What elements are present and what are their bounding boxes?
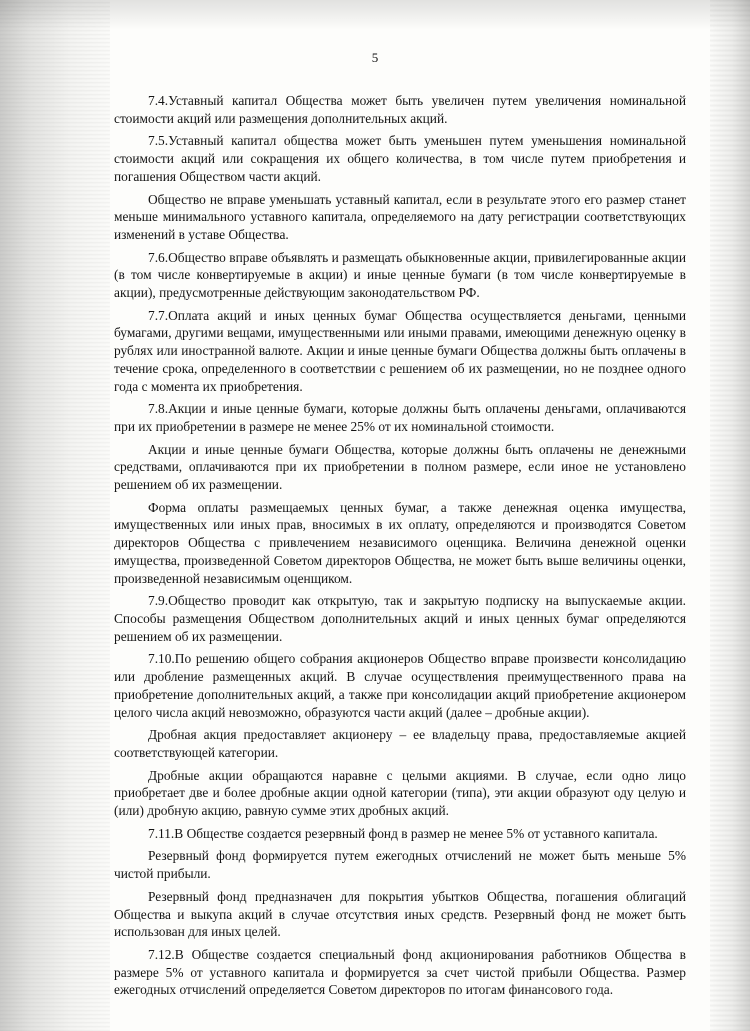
scan-edge-top (0, 0, 750, 30)
paragraph-capital-reduction-limit: Общество не вправе уменьшать уставный капитал, если в результате этого его размер станет меньше минимального уставного капитала, определяемого на дату регистрации соответствующих изменений в уставе Общества. (114, 191, 686, 242)
paragraph-payment-form: Форма оплаты размещаемых ценных бумаг, а также денежная оценка имущества, имущественных или иных прав, вносимых в их оплату, определяются и производятся Советом директоров Общества с привлечением независимого оценщика. Величина денежной оценки имущества, произведенной Советом директоров Общества, не может быть выше величины оценки, произведенной независимым оценщиком. (114, 499, 686, 586)
scan-edge-right (710, 0, 750, 1031)
paragraph-fractional-share-circulation: Дробные акции обращаются наравне с целыми акциями. В случае, если одно лицо приобретает две и более дробные акции одной категории (типа), эти акции образуют оду целую и (или) дробную акцию, равную сумме этих дробных акций. (114, 767, 686, 819)
paragraph-7-12: 7.12.В Обществе создается специальный фонд акционирования работников Общества в размере 5% от уставного капитала и формируется за счет чистой прибыли Общества. Размер ежегодных отчислений определяется Советом директоров по итогам финансового года. (114, 946, 686, 998)
paragraph-7-6: 7.6.Общество вправе объявлять и размещать обыкновенные акции, привилегированные акции (в том числе конвертируемые в акции) и иные ценные бумаги (в том числе конвертируемые в акции), предусмотренные действующим законодательством РФ. (114, 249, 686, 301)
document-body (114, 92, 686, 1004)
paragraph-reserve-fund-formation: Резервный фонд формируется путем ежегодных отчислений не может быть меньше 5% чистой прибыли. (114, 848, 686, 882)
paragraph-non-cash-payment: Акции и иные ценные бумаги Общества, которые должны быть оплачены не денежными средствами, оплачиваются при их приобретении в полном размере, если иное не установлено решением об их размещении. (114, 441, 686, 493)
paragraph-7-10: 7.10.По решению общего собрания акционеров Общество вправе произвести консолидацию или дробление размещенных акций. В случае осуществления преимущественного права на приобретение дополнительных акций, а также при консолидации акций приобретение акционером целого числа акций невозможно, образуются части акций (далее – дробные акции). (114, 651, 686, 720)
paragraph-7-8: 7.8.Акции и иные ценные бумаги, которые должны быть оплачены деньгами, оплачиваются при их приобретении в размере не менее 25% от их номинальной стоимости. (114, 401, 686, 434)
paragraph-reserve-fund-purpose: Резервный фонд предназначен для покрытия убытков Общества, погашения облигаций Общества и выкупа акций в случае отсутствия иных средств. Резервный фонд не может быть использован для иных целей. (114, 888, 686, 940)
paragraph-7-9: 7.9.Общество проводит как открытую, так и закрытую подписку на выпускаемые акции. Способы размещения Обществом дополнительных акций и иных ценных бумаг определяются решением об их размещении. (114, 593, 686, 644)
paragraph-7-5: 7.5.Уставный капитал общества может быть уменьшен путем уменьшения номинальной стоимости акций или сокращения их общего количества, в том числе путем приобретения и погашения Обществом части акций. (114, 133, 686, 184)
paragraph-fractional-share-rights: Дробная акция предоставляет акционеру – ее владельцу права, предоставляемые акцией соответствующей категории. (114, 727, 686, 760)
page-number: 5 (371, 50, 379, 65)
paragraph-7-7: 7.7.Оплата акций и иных ценных бумаг Общества осуществляется деньгами, ценными бумагами, другими вещами, имущественными или иными правами, имеющими денежную оценку в рублях или иностранной валюте. Акции и иные ценные бумаги Общества должны быть оплачены в течение срока, определенного в соответствии с решением об их размещении, но не позднее одного года с момента их приобретения. (114, 307, 686, 394)
scan-edge-left (0, 0, 110, 1031)
paragraph-7-11: 7.11.В Обществе создается резервный фонд в размер не менее 5% от уставного капитала. (148, 825, 658, 841)
paragraph-7-4: 7.4.Уставный капитал Общества может быть увеличен путем увеличения номинальной стоимости акций или размещения дополнительных акций. (114, 93, 686, 126)
